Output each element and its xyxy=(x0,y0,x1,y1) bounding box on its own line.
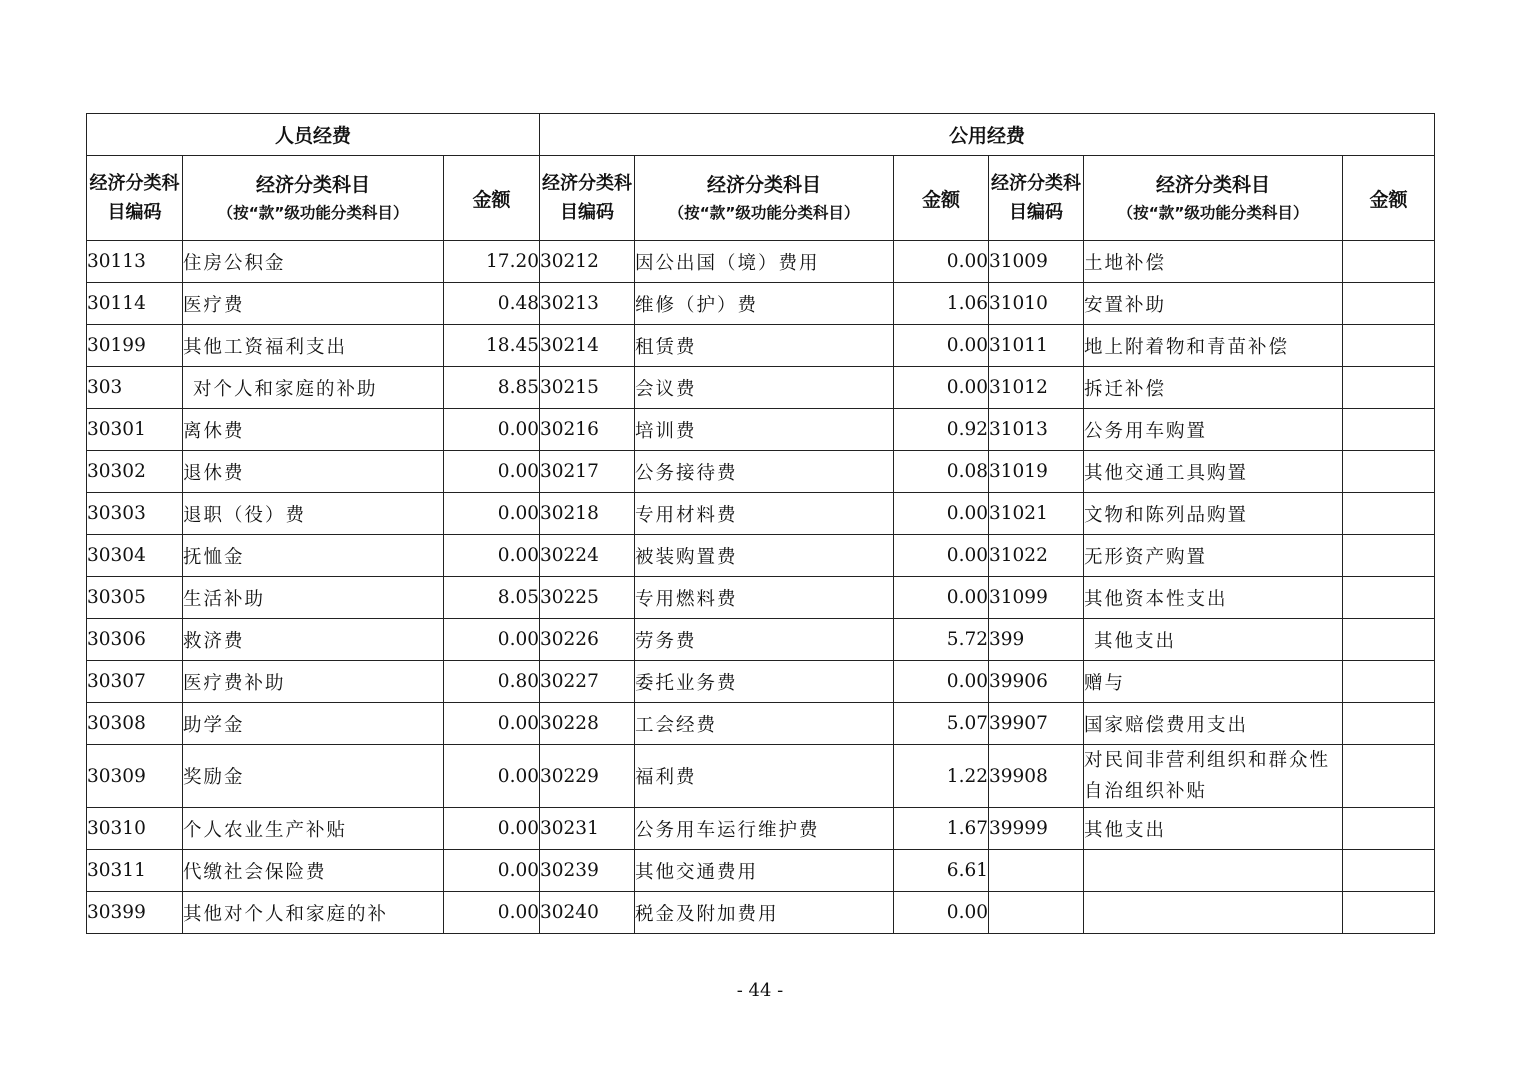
item-column-header: 经济分类科目 （按“款”级功能分类科目） xyxy=(635,156,894,241)
public-code-cell: 30229 xyxy=(540,745,635,808)
personnel-item-cell: 其他对个人和家庭的补 xyxy=(183,892,444,934)
public-item-cell: 因公出国（境）费用 xyxy=(635,241,894,283)
capital-code-cell: 39908 xyxy=(989,745,1084,808)
amount-column-header: 金额 xyxy=(894,156,989,241)
capital-amount-cell xyxy=(1343,619,1435,661)
public-amount-cell: 1.22 xyxy=(894,745,989,808)
public-amount-cell: 5.07 xyxy=(894,703,989,745)
personnel-code-cell: 30301 xyxy=(87,409,183,451)
table-row xyxy=(87,493,1435,535)
public-amount-cell: 0.00 xyxy=(894,493,989,535)
public-amount-cell: 0.00 xyxy=(894,241,989,283)
capital-code-cell: 39906 xyxy=(989,661,1084,703)
public-amount-cell: 0.08 xyxy=(894,451,989,493)
public-item-cell: 培训费 xyxy=(635,409,894,451)
capital-amount-cell xyxy=(1343,577,1435,619)
amount-column-header: 金额 xyxy=(1343,156,1435,241)
public-item-cell: 专用燃料费 xyxy=(635,577,894,619)
public-code-cell: 30215 xyxy=(540,367,635,409)
personnel-code-cell: 30309 xyxy=(87,745,183,808)
personnel-code-cell: 30302 xyxy=(87,451,183,493)
public-code-cell: 30212 xyxy=(540,241,635,283)
personnel-code-cell: 30305 xyxy=(87,577,183,619)
capital-code-cell: 31012 xyxy=(989,367,1084,409)
public-amount-cell: 0.00 xyxy=(894,577,989,619)
page-number: - 44 - xyxy=(736,980,784,1001)
personnel-amount-cell: 0.00 xyxy=(444,409,540,451)
capital-amount-cell xyxy=(1343,283,1435,325)
personnel-amount-cell: 0.00 xyxy=(444,745,540,808)
capital-amount-cell xyxy=(1343,892,1435,934)
personnel-amount-cell: 0.00 xyxy=(444,535,540,577)
personnel-code-cell: 30303 xyxy=(87,493,183,535)
capital-item-cell: 安置补助 xyxy=(1084,283,1343,325)
public-item-cell: 其他交通费用 xyxy=(635,850,894,892)
capital-amount-cell xyxy=(1343,451,1435,493)
personnel-item-cell: 奖励金 xyxy=(183,745,444,808)
personnel-code-cell: 30114 xyxy=(87,283,183,325)
capital-code-cell xyxy=(989,850,1084,892)
table-row xyxy=(87,808,1435,850)
personnel-code-cell: 30311 xyxy=(87,850,183,892)
personnel-code-cell: 30310 xyxy=(87,808,183,850)
capital-amount-cell xyxy=(1343,703,1435,745)
capital-amount-cell xyxy=(1343,745,1435,808)
personnel-amount-cell: 0.00 xyxy=(444,493,540,535)
public-item-cell: 福利费 xyxy=(635,745,894,808)
table-row xyxy=(87,283,1435,325)
public-amount-cell: 0.00 xyxy=(894,325,989,367)
table-body xyxy=(87,241,1435,934)
item-column-header: 经济分类科目 （按“款”级功能分类科目） xyxy=(183,156,444,241)
capital-code-cell: 31013 xyxy=(989,409,1084,451)
capital-item-cell: 地上附着物和青苗补偿 xyxy=(1084,325,1343,367)
personnel-code-cell: 30399 xyxy=(87,892,183,934)
table-row xyxy=(87,745,1435,808)
public-item-cell: 工会经费 xyxy=(635,703,894,745)
table-row xyxy=(87,892,1435,934)
capital-code-cell: 31022 xyxy=(989,535,1084,577)
capital-code-cell: 31009 xyxy=(989,241,1084,283)
public-amount-cell: 6.61 xyxy=(894,850,989,892)
public-code-cell: 30227 xyxy=(540,661,635,703)
capital-item-cell: 赠与 xyxy=(1084,661,1343,703)
public-code-cell: 30217 xyxy=(540,451,635,493)
public-code-cell: 30225 xyxy=(540,577,635,619)
table-row xyxy=(87,703,1435,745)
personnel-amount-cell: 0.80 xyxy=(444,661,540,703)
public-item-cell: 会议费 xyxy=(635,367,894,409)
personnel-amount-cell: 0.00 xyxy=(444,619,540,661)
amount-column-header: 金额 xyxy=(444,156,540,241)
capital-item-cell: 其他交通工具购置 xyxy=(1084,451,1343,493)
public-item-cell: 公务用车运行维护费 xyxy=(635,808,894,850)
capital-item-cell: 其他支出 xyxy=(1084,619,1343,661)
table-row xyxy=(87,850,1435,892)
personnel-item-cell: 离休费 xyxy=(183,409,444,451)
capital-amount-cell xyxy=(1343,535,1435,577)
personnel-code-cell: 30304 xyxy=(87,535,183,577)
capital-code-cell: 39999 xyxy=(989,808,1084,850)
capital-code-cell: 31019 xyxy=(989,451,1084,493)
capital-item-cell: 拆迁补偿 xyxy=(1084,367,1343,409)
personnel-code-cell: 30308 xyxy=(87,703,183,745)
capital-amount-cell xyxy=(1343,325,1435,367)
personnel-amount-cell: 0.00 xyxy=(444,892,540,934)
personnel-amount-cell: 0.00 xyxy=(444,703,540,745)
table-row xyxy=(87,535,1435,577)
public-item-cell: 委托业务费 xyxy=(635,661,894,703)
personnel-item-cell: 个人农业生产补贴 xyxy=(183,808,444,850)
capital-amount-cell xyxy=(1343,850,1435,892)
personnel-amount-cell: 0.00 xyxy=(444,451,540,493)
capital-code-cell xyxy=(989,892,1084,934)
capital-item-cell: 对民间非营利组织和群众性自治组织补贴 xyxy=(1084,745,1343,808)
capital-amount-cell xyxy=(1343,493,1435,535)
public-code-cell: 30224 xyxy=(540,535,635,577)
capital-code-cell: 31099 xyxy=(989,577,1084,619)
capital-item-cell xyxy=(1084,850,1343,892)
public-amount-cell: 1.67 xyxy=(894,808,989,850)
capital-code-cell: 39907 xyxy=(989,703,1084,745)
capital-item-cell xyxy=(1084,892,1343,934)
public-code-cell: 30226 xyxy=(540,619,635,661)
capital-item-cell: 其他支出 xyxy=(1084,808,1343,850)
personnel-item-cell: 代缴社会保险费 xyxy=(183,850,444,892)
public-amount-cell: 0.00 xyxy=(894,661,989,703)
personnel-amount-cell: 0.00 xyxy=(444,850,540,892)
public-item-cell: 税金及附加费用 xyxy=(635,892,894,934)
public-item-cell: 劳务费 xyxy=(635,619,894,661)
public-item-cell: 租赁费 xyxy=(635,325,894,367)
personnel-item-cell: 助学金 xyxy=(183,703,444,745)
capital-code-cell: 31010 xyxy=(989,283,1084,325)
personnel-code-cell: 303 xyxy=(87,367,183,409)
capital-amount-cell xyxy=(1343,367,1435,409)
personnel-expense-header: 人员经费 xyxy=(87,114,540,156)
public-code-cell: 30213 xyxy=(540,283,635,325)
personnel-item-cell: 医疗费补助 xyxy=(183,661,444,703)
public-item-cell: 公务接待费 xyxy=(635,451,894,493)
capital-amount-cell xyxy=(1343,808,1435,850)
capital-item-cell: 国家赔偿费用支出 xyxy=(1084,703,1343,745)
personnel-amount-cell: 18.45 xyxy=(444,325,540,367)
public-amount-cell: 0.00 xyxy=(894,892,989,934)
public-item-cell: 专用材料费 xyxy=(635,493,894,535)
public-code-cell: 30216 xyxy=(540,409,635,451)
personnel-item-cell: 抚恤金 xyxy=(183,535,444,577)
public-amount-cell: 1.06 xyxy=(894,283,989,325)
public-code-cell: 30228 xyxy=(540,703,635,745)
table-row xyxy=(87,325,1435,367)
personnel-item-cell: 住房公积金 xyxy=(183,241,444,283)
capital-code-cell: 399 xyxy=(989,619,1084,661)
table-row xyxy=(87,241,1435,283)
public-code-cell: 30214 xyxy=(540,325,635,367)
capital-amount-cell xyxy=(1343,409,1435,451)
public-amount-cell: 0.00 xyxy=(894,367,989,409)
personnel-amount-cell: 17.20 xyxy=(444,241,540,283)
personnel-item-cell: 救济费 xyxy=(183,619,444,661)
personnel-code-cell: 30307 xyxy=(87,661,183,703)
personnel-amount-cell: 8.05 xyxy=(444,577,540,619)
personnel-amount-cell: 0.48 xyxy=(444,283,540,325)
budget-table xyxy=(86,113,1435,934)
capital-code-cell: 31021 xyxy=(989,493,1084,535)
personnel-item-cell: 其他工资福利支出 xyxy=(183,325,444,367)
capital-item-cell: 公务用车购置 xyxy=(1084,409,1343,451)
personnel-amount-cell: 8.85 xyxy=(444,367,540,409)
public-item-cell: 被装购置费 xyxy=(635,535,894,577)
personnel-code-cell: 30199 xyxy=(87,325,183,367)
capital-item-cell: 文物和陈列品购置 xyxy=(1084,493,1343,535)
personnel-item-cell: 退职（役）费 xyxy=(183,493,444,535)
table-row xyxy=(87,367,1435,409)
capital-item-cell: 土地补偿 xyxy=(1084,241,1343,283)
table-row xyxy=(87,451,1435,493)
personnel-code-cell: 30306 xyxy=(87,619,183,661)
table-row xyxy=(87,619,1435,661)
code-column-header: 经济分类科目编码 xyxy=(540,156,635,241)
table-row xyxy=(87,577,1435,619)
personnel-item-cell: 生活补助 xyxy=(183,577,444,619)
public-amount-cell: 0.00 xyxy=(894,535,989,577)
capital-item-cell: 无形资产购置 xyxy=(1084,535,1343,577)
public-amount-cell: 5.72 xyxy=(894,619,989,661)
personnel-item-cell: 退休费 xyxy=(183,451,444,493)
public-code-cell: 30231 xyxy=(540,808,635,850)
personnel-code-cell: 30113 xyxy=(87,241,183,283)
code-column-header: 经济分类科目编码 xyxy=(87,156,183,241)
public-code-cell: 30240 xyxy=(540,892,635,934)
personnel-amount-cell: 0.00 xyxy=(444,808,540,850)
table-row xyxy=(87,409,1435,451)
public-expense-header: 公用经费 xyxy=(540,114,1435,156)
capital-item-cell: 其他资本性支出 xyxy=(1084,577,1343,619)
public-amount-cell: 0.92 xyxy=(894,409,989,451)
capital-amount-cell xyxy=(1343,661,1435,703)
code-column-header: 经济分类科目编码 xyxy=(989,156,1084,241)
personnel-item-cell: 医疗费 xyxy=(183,283,444,325)
capital-amount-cell xyxy=(1343,241,1435,283)
item-column-header: 经济分类科目 （按“款”级功能分类科目） xyxy=(1084,156,1343,241)
capital-code-cell: 31011 xyxy=(989,325,1084,367)
table-row xyxy=(87,661,1435,703)
public-code-cell: 30239 xyxy=(540,850,635,892)
public-item-cell: 维修（护）费 xyxy=(635,283,894,325)
public-code-cell: 30218 xyxy=(540,493,635,535)
personnel-item-cell: 对个人和家庭的补助 xyxy=(183,367,444,409)
